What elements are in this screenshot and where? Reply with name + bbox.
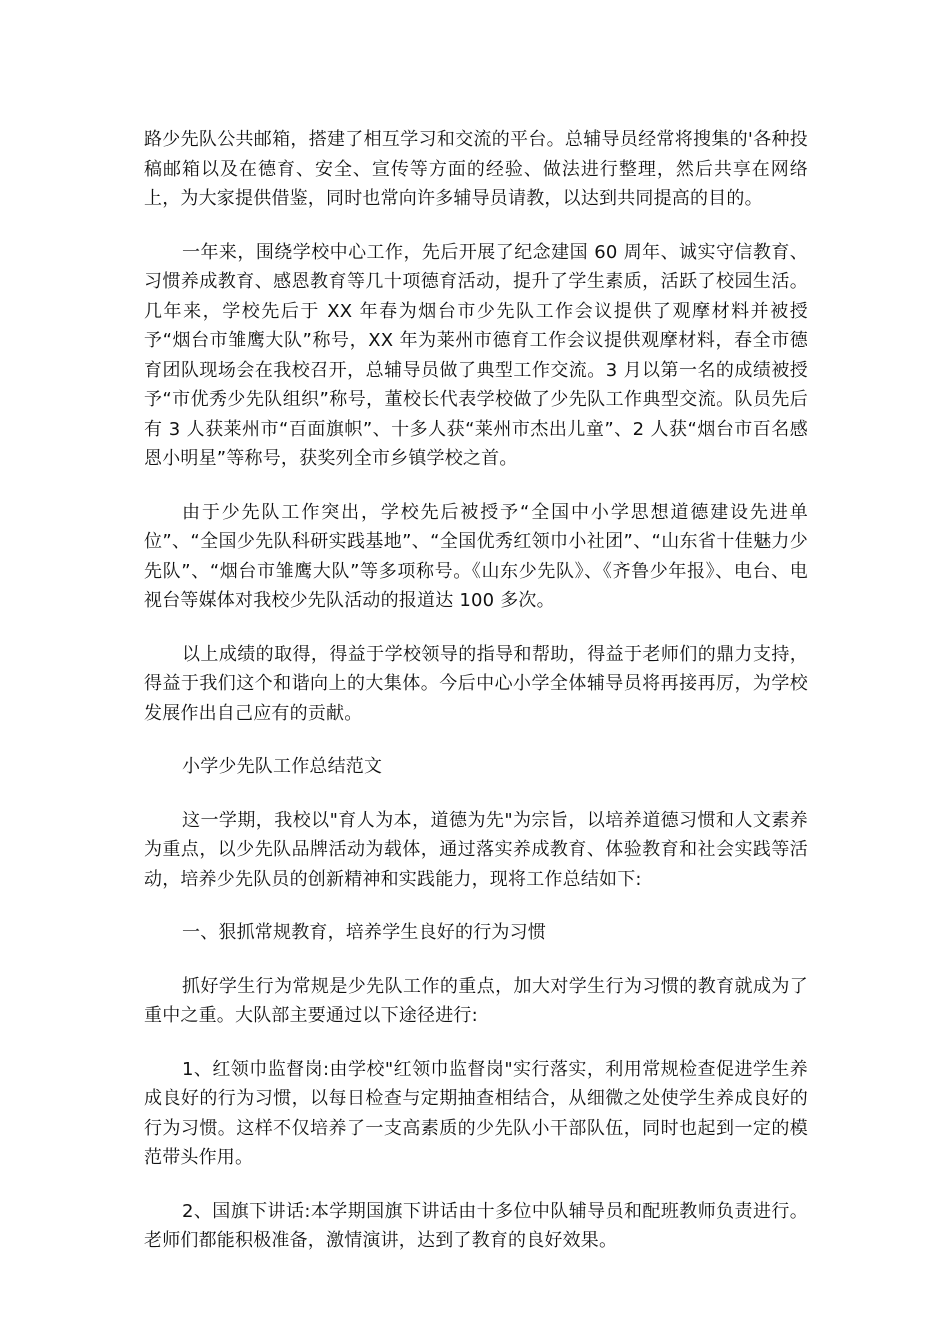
list-item-2: 2、国旗下讲话:本学期国旗下讲话由十多位中队辅导员和配班教师负责进行。老师们都能积极准备，激情演讲，达到了教育的良好效果。 xyxy=(144,1200,808,1251)
list-item-1: 1、红领巾监督岗:由学校"红领巾监督岗"实行落实，利用常规检查促进学生养成良好的行为习惯，以每日检查与定期抽查相结合，从细微之处使学生养成良好的行为习惯。这样不仅培养了一支高素质的少先队小干部队伍，同时也起到一定的模范带头作用。 xyxy=(144,1058,808,1168)
paragraph-heading-1-body: 抓好学生行为常规是少先队工作的重点，加大对学生行为习惯的教育就成为了重中之重。大队部主要通过以下途径进行: xyxy=(144,975,808,1026)
paragraph-4: 以上成绩的取得，得益于学校领导的指导和帮助，得益于老师们的鼎力支持，得益于我们这个和谐向上的大集体。今后中心小学全体辅导员将再接再厉，为学校发展作出自己应有的贡献。 xyxy=(144,643,808,724)
document-body xyxy=(144,125,808,1280)
section-title: 小学少先队工作总结范文 xyxy=(182,756,383,777)
paragraph-intro: 这一学期，我校以"育人为本，道德为先"为宗旨，以培养道德习惯和人文素养为重点，以少先队品牌活动为载体，通过落实养成教育、体验教育和社会实践等活动，培养少先队员的创新精神和实践能力，现将工作总结如下: xyxy=(144,809,808,890)
heading-1: 一、狠抓常规教育，培养学生良好的行为习惯 xyxy=(182,922,546,943)
paragraph-3: 由于少先队工作突出，学校先后被授予“全国中小学思想道德建设先进单位”、“全国少先队科研实践基地”、“全国优秀红领巾小社团”、“山东省十佳魅力少先队”、“烟台市雏鹰大队”等多项称号。《山东少先队》、《齐鲁少年报》、电台、电视台等媒体对我校少先队活动的报道达 100 多次。 xyxy=(144,501,808,611)
paragraph-2: 一年来，围绕学校中心工作，先后开展了纪念建国 60 周年、诚实守信教育、习惯养成教育、感恩教育等几十项德育活动，提升了学生素质，活跃了校园生活。几年来，学校先后于 XX 年春为烟台市少先队工作会议提供了观摩材料并被授予“烟台市雏鹰大队”称号，XX 年为莱州市德育工作会议提供观摩材料，春全市德育团队现场会在我校召开，总辅导员做了典型工作交流。3 月以第一名的成绩被授予“市优秀少先队组织”称号，董校长代表学校做了少先队工作典型交流。队员先后有 3 人获莱州市“百面旗帜”、十多人获“莱州市杰出儿童”、2 人获“烟台市百名感恩小明星”等称号，获奖列全市乡镇学校之首。 xyxy=(144,241,808,469)
paragraph-1: 路少先队公共邮箱，搭建了相互学习和交流的平台。总辅导员经常将搜集的'各种投稿邮箱以及在德育、安全、宣传等方面的经验、做法进行整理，然后共享在网络上，为大家提供借鉴，同时也常向许多辅导员请教，以达到共同提高的目的。 xyxy=(144,129,808,209)
